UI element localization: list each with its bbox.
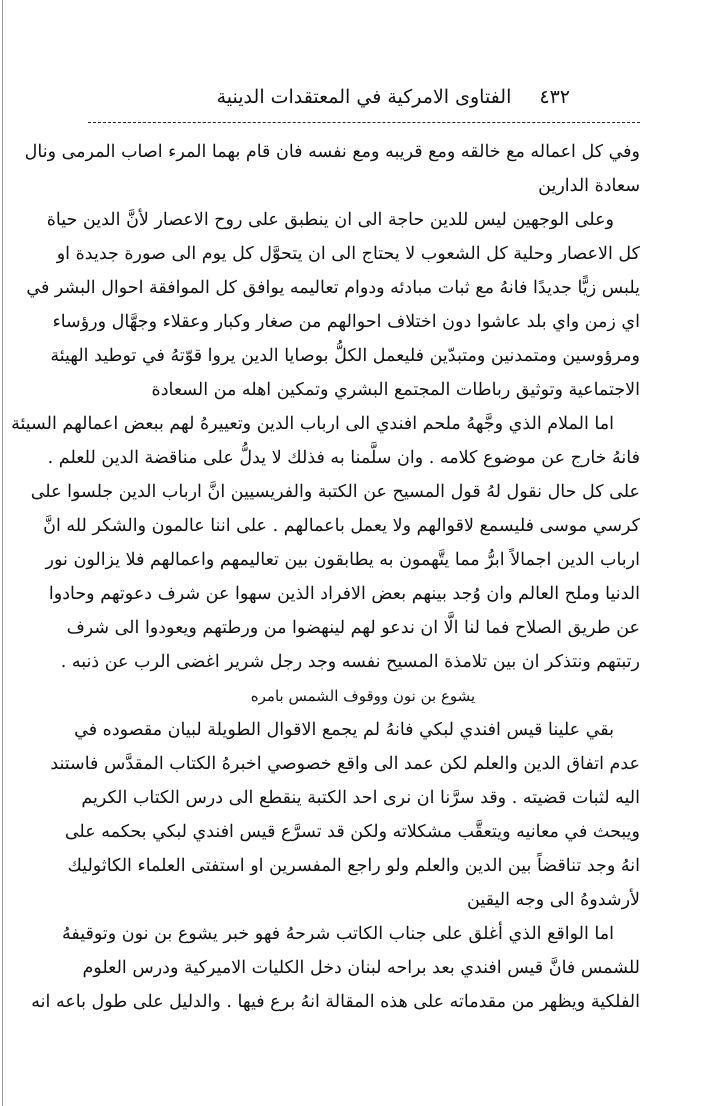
text-line: وعلى الوجهين ليس للدين حاجة الى ان ينطبق على روح الاعصار لأنَّ الدين حياة bbox=[46, 210, 614, 230]
text-line: الاجتماعية وتوثيق رباطات المجتمع البشري وتمكين اهله من السعادة bbox=[151, 380, 640, 400]
text-line: الدنيا وملح العالم وان وُجد بينهم بعض الافراد الذين سهوا عن شرف دعوتهم وحادوا bbox=[48, 584, 640, 604]
text-line: كل الاعصار وحلية كل الشعوب لا يحتاج الى ان يتحوَّل كل يوم الى صورة جديدة او bbox=[56, 244, 640, 264]
text-line: اي زمن واي بلد عاشوا دون اختلاف احوالهم من صغار وكبار وعقلاء وجهَّال ورؤساء bbox=[52, 312, 640, 332]
text-line: كرسي موسى فليسمع لاقوالهم ولا يعمل باعمالهم . على اننا عالمون والشكر لله انَّ bbox=[43, 516, 640, 536]
text-line: فانهُ خارج عن موضوع كلامه . وان سلَّمنا به فذلك لا يدلُّ على مناقضة الدين للعلم . bbox=[47, 448, 640, 468]
text-line: اما الواقع الذي أغلق على جناب الكاتب شرحهُ فهو خبر يشوع بن نون وتوقيفهُ bbox=[61, 924, 614, 944]
text-line: للشمس فانَّ قيس افندي بعد براحه لبنان دخل الكليات الاميركية ودرس العلوم bbox=[82, 958, 640, 978]
text-line: وفي كل اعماله مع خالقه ومع قريبه ومع نفسه فان قام بهما المرء اصاب المرمى ونال bbox=[24, 142, 640, 162]
text-line: يلبس زيًّا جديدًا فانهُ مع ثبات مبادئه ودوام تعاليمه يوافق كل الموافقة احوال البشر في bbox=[26, 278, 640, 298]
text-line: عن طريق الصلاح فما لنا الَّا ان ندعو لهم لينهضوا من ورطتهم ويعودوا الى شرف bbox=[66, 618, 640, 638]
text-line: على كل حال نقول لهُ قول المسيح عن الكتبة والفريسيين انَّ ارباب الدين جلسوا على bbox=[30, 482, 640, 502]
text-line: ومرؤوسين ومتمدنين ومتبدّين فليعمل الكلُّ بوصايا الدين يروا قوّتهُ في توطيد الهيئة bbox=[50, 346, 640, 366]
text-line: الفلكية ويظهر من مقدماته على هذه المقالة انهُ برع فيها . والدليل على طول باعه انه bbox=[31, 992, 640, 1012]
page-header bbox=[88, 86, 640, 116]
text-line: اما الملام الذي وجَّههُ ملحم افندي الى ارباب الدين وتعييرهُ لهم ببعض اعمالهم السيئة bbox=[11, 414, 614, 434]
text-line: عدم اتفاق الدين والعلم لكن عمد الى واقع خصوصي اخبرهُ الكتاب المقدَّس فاستند bbox=[50, 754, 640, 774]
page-body bbox=[11, 135, 640, 1019]
text-line: اليه لثبات قضيته . وقد سرَّنا ان نرى احد الكتبة ينقطع الى درس الكتاب الكريم bbox=[81, 788, 640, 808]
text-line: سعادة الدارين bbox=[538, 176, 640, 196]
page-number: ٤٣٢ bbox=[539, 86, 570, 108]
text-line: ارباب الدين اجمالاً ابرُّ مما يتَّهمون به يطابقون بين تعاليمهم واعمالهم فلا يزالون نور bbox=[45, 550, 640, 570]
header-rule bbox=[88, 122, 640, 123]
text-line: ويبحث في معانيه ويتعقَّب مشكلاته ولكن قد تسرَّع قيس افندي لبكي بحكمه على bbox=[64, 822, 640, 842]
running-title: الفتاوى الامركية في المعتقدات الدينية bbox=[216, 86, 512, 108]
text-line: بقي علينا قيس افندي لبكي فانهُ لم يجمع الاقوال الطويلة لبيان مقصوده في bbox=[74, 720, 614, 740]
text-line: لأرشدوهُ الى وجه اليقين bbox=[467, 890, 640, 910]
text-line: رتبتهم ونتذكر ان بين تلامذة المسيح نفسه وجد رجل شرير اغضى الرب عن ذنبه . bbox=[60, 652, 640, 672]
section-heading: يشوع بن نون ووقوف الشمس بامره bbox=[250, 687, 476, 705]
text-line: انهُ وجد تناقضاً بين الدين والعلم ولو راجع المفسرين او استفتى العلماء الكاثوليك bbox=[67, 856, 640, 876]
page-edge-line bbox=[2, 0, 3, 1106]
